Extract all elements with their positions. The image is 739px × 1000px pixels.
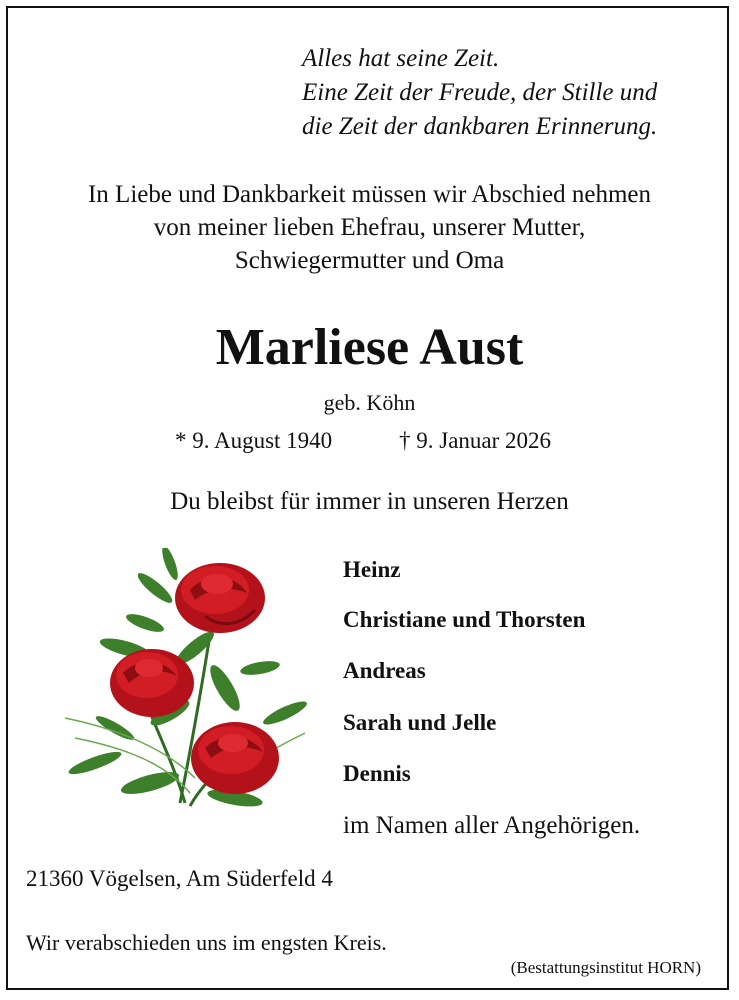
motto-line-2: Eine Zeit der Freude, der Stille und (302, 79, 658, 106)
family-member: Heinz (343, 557, 401, 582)
birth-date: * 9. August 1940 (175, 428, 333, 453)
farewell-note: Wir verabschieden uns im engsten Kreis. (26, 930, 387, 955)
heart-line: Du bleibst für immer in unseren Herzen (170, 488, 569, 515)
intro-line-3: Schwiegermutter und Oma (234, 247, 505, 274)
death-date: † 9. Januar 2026 (399, 428, 552, 453)
deceased-name: Marliese Aust (215, 319, 524, 376)
intro-line-1: In Liebe und Dankbarkeit müssen wir Abschied nehmen (87, 181, 652, 208)
address: 21360 Vögelsen, Am Süderfeld 4 (26, 866, 333, 891)
family-member: Dennis (343, 761, 411, 786)
birth-name: geb. Köhn (323, 390, 416, 415)
family-member: Christiane und Thorsten (343, 607, 586, 632)
on-behalf-line: im Namen aller Angehörigen. (343, 812, 641, 839)
undertaker-credit: (Bestattungsinstitut HORN) (510, 958, 701, 977)
family-member: Sarah und Jelle (343, 710, 497, 735)
motto-line-1: Alles hat seine Zeit. (302, 45, 500, 72)
intro-line-2: von meiner lieben Ehefrau, unserer Mutter, (153, 214, 586, 241)
motto-line-3: die Zeit der dankbaren Erinnerung. (302, 113, 658, 140)
family-member: Andreas (343, 658, 426, 683)
roses-image (55, 548, 325, 818)
